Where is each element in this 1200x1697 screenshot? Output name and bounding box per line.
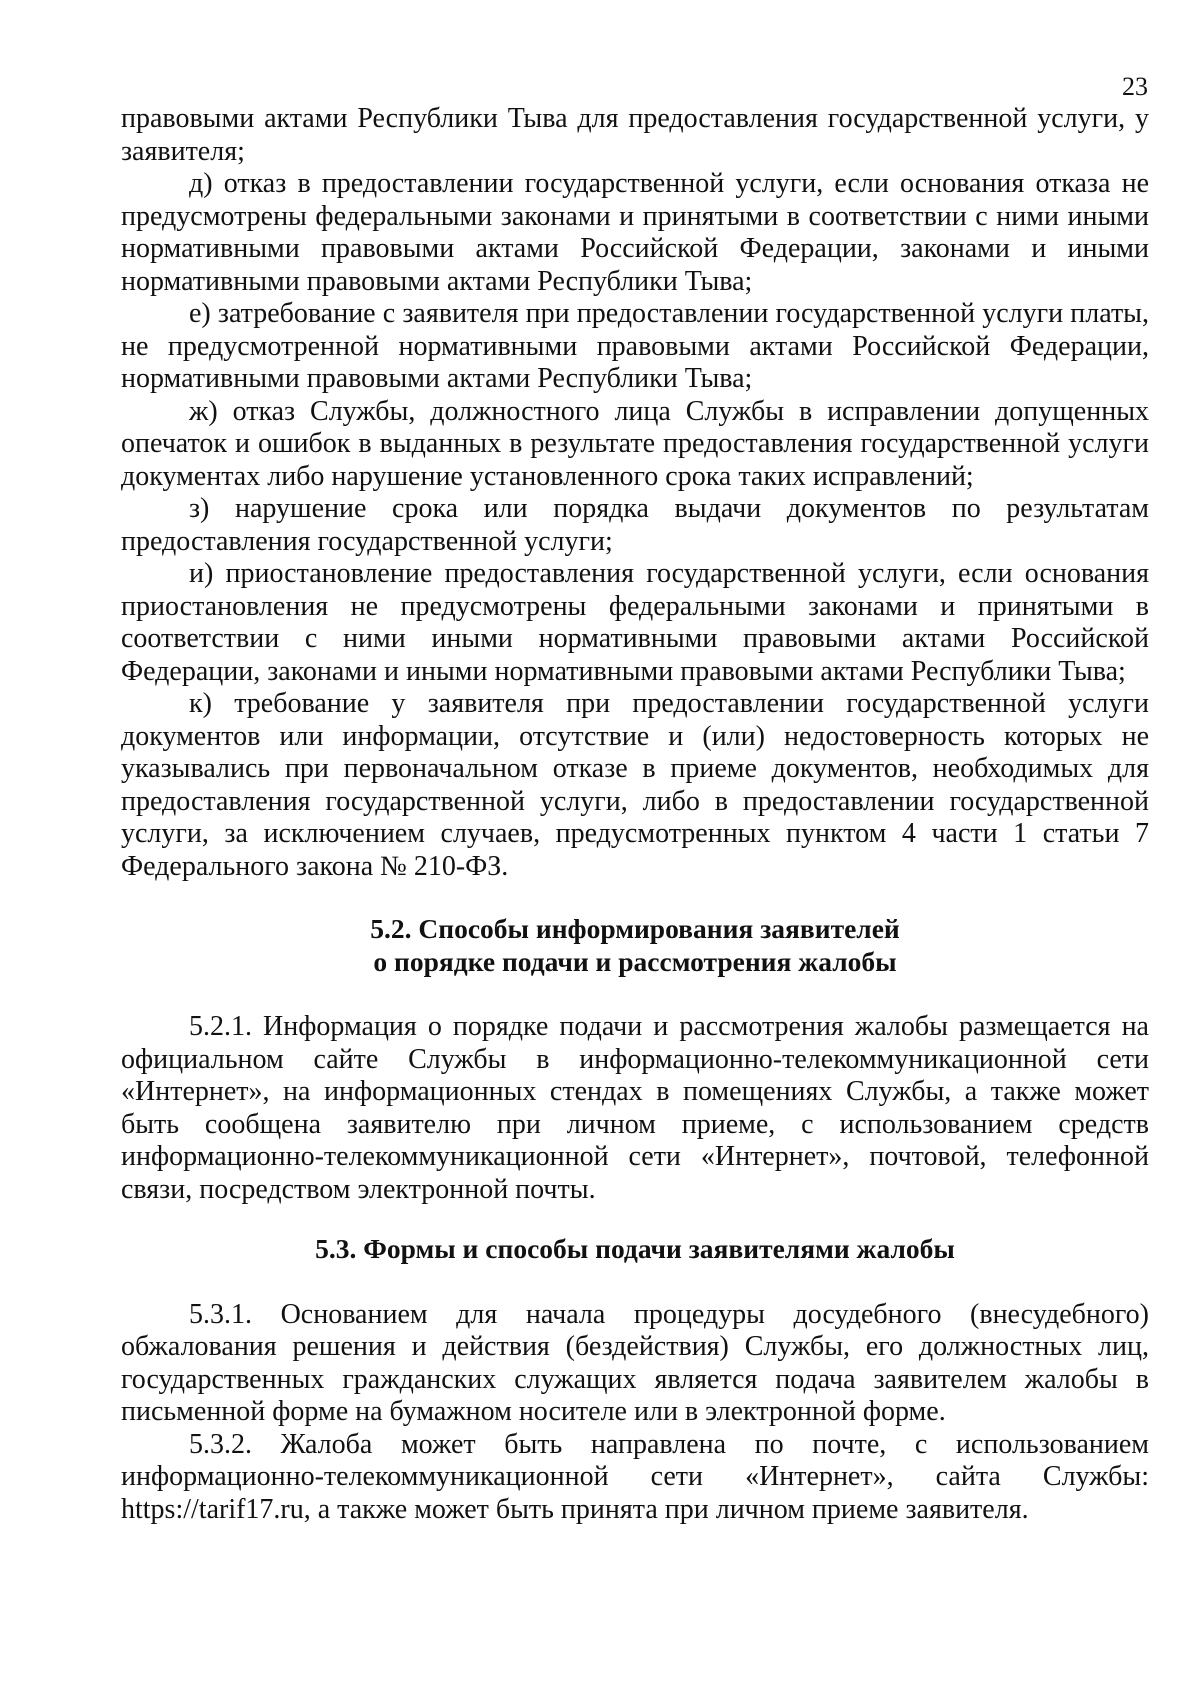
section-heading-5-2	[121, 913, 1149, 978]
paragraph-item-e: е) затребование с заявителя при предоставлении государственной услуги платы, не предусмотренной нормативными правовыми актами Российской Федерации, нормативными правовыми актами Республики Тыва;	[121, 298, 1149, 394]
paragraph-continuation: правовыми актами Республики Тыва для предоставления государственной услуги, у заявителя;	[121, 103, 1149, 167]
section-heading-5-2-line1: 5.2. Способы информирования заявителей	[370, 913, 900, 944]
document-body	[121, 103, 1149, 1526]
paragraph-5-3-2: 5.3.2. Жалоба может быть направлена по почте, с использованием информационно-телекоммуникационной сети «Интернет», сайта Службы: https://tarif17.ru, а также может быть принята при личном приеме заявителя.	[121, 1428, 1149, 1525]
paragraph-5-3-1: 5.3.1. Основанием для начала процедуры досудебного (внесудебного) обжалования решения и действия (бездействия) Службы, его должностных лиц, государственных гражданских служащих является подача заявителем жалобы в письменной форме на бумажном носителе или в электронной форме.	[121, 1298, 1149, 1427]
section-heading-5-2-line2: о порядке подачи и рассмотрения жалобы	[373, 945, 897, 977]
paragraph-item-d: д) отказ в предоставлении государственной услуги, если основания отказа не предусмотрены федеральными законами и принятыми в соответствии с ними иными нормативными правовыми актами Российской Федерации, законами и иными нормативными правовыми актами Республики Тыва;	[121, 168, 1149, 297]
page-number: 23	[1122, 72, 1148, 101]
paragraph-item-i: и) приостановление предоставления государственной услуги, если основания приостановления не предусмотрены федеральными законами и принятыми в соответствии с ними иными нормативными правовыми актами Российской Федерации, законами и иными нормативными правовыми актами Республики Тыва;	[121, 558, 1149, 687]
paragraph-item-k: к) требование у заявителя при предоставлении государственной услуги документов или информации, отсутствие и (или) недостоверность которых не указывались при первоначальном отказе в приеме документов, необходимых для предоставления государственной услуги, либо в предоставлении государственной услуги, за исключением случаев, предусмотренных пунктом 4 части 1 статьи 7 Федерального закона № 210-ФЗ.	[121, 688, 1149, 882]
paragraph-item-zh: ж) отказ Службы, должностного лица Службы в исправлении допущенных опечаток и ошибок в выданных в результате предоставления государственной услуги документах либо нарушение установленного срока таких исправлений;	[121, 395, 1149, 492]
paragraph-item-z: з) нарушение срока или порядка выдачи документов по результатам предоставления государственной услуги;	[121, 493, 1149, 557]
paragraph-5-2-1: 5.2.1. Информация о порядке подачи и рассмотрения жалобы размещается на официальном сайте Службы в информационно-телекоммуникационной сети «Интернет», на информационных стендах в помещениях Службы, а также может быть сообщена заявителю при личном приеме, с использованием средств информационно-телекоммуникационной сети «Интернет», почтовой, телефонной связи, посредством электронной почты.	[121, 1011, 1149, 1205]
section-heading-5-3: 5.3. Формы и способы подачи заявителями жалобы	[315, 1233, 955, 1264]
